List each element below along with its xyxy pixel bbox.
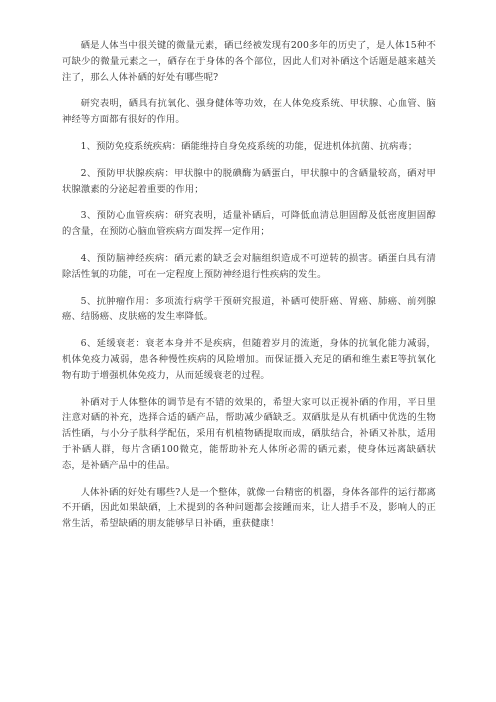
research-paragraph: 研究表明，硒具有抗氧化、强身健体等功效，在人体免疫系统、甲状腺、心血管、脑神经等方面都有很好的作用。	[62, 98, 436, 126]
benefit-neural-paragraph: 4、预防脑神经疾病：硒元素的缺乏会对脑组织造成不可逆转的损害。硒蛋白具有清除活性氧的功能，可在一定程度上预防神经退行性疾病的发生。	[62, 252, 436, 280]
product-paragraph: 补硒对于人体整体的调节是有不错的效果的，希望大家可以正视补硒的作用，平日里注意对硒的补充，选择合适的硒产品，帮助减少硒缺乏。双硒肽是从有机硒中优选的生物活性硒，与小分子肽科学配伍，采用有机植物硒提取而成，硒肽结合，补硒又补肽，适用于补硒人群，每片含硒100微克，能帮助补充人体所必需的硒元素，使身体远离缺硒状态，是补硒产品中的佳品。	[62, 396, 436, 471]
conclusion-paragraph: 人体补硒的好处有哪些?人是一个整体，就像一台精密的机器，身体各部件的运行都离不开硒，因此如果缺硒，上术提到的各种问题都会接踵而来，让人措手不及，影响人的正常生活，希望缺硒的朋友能够早日补硒，重获健康！	[62, 486, 436, 530]
benefit-thyroid-paragraph: 2、预防甲状腺疾病：甲状腺中的脱碘酶为硒蛋白，甲状腺中的含硒量较高，硒对甲状腺激素的分泌起着重要的作用；	[62, 167, 436, 195]
benefit-antiaging-paragraph: 6、延缓衰老：衰老本身并不是疾病，但随着岁月的流逝，身体的抗氧化能力减弱，机体免疫力减弱，患各种慢性疾病的风险增加。而保证摄入充足的硒和维生素E等抗氧化物有助于增强机体免疫力，从而延缓衰老的过程。	[62, 338, 436, 381]
benefit-antitumor-paragraph: 5、抗肿瘤作用：多项流行病学干预研究报道，补硒可使肝癌、胃癌、肺癌、前列腺癌、结肠癌、皮肤癌的发生率降低。	[62, 295, 436, 323]
document-body	[62, 38, 436, 543]
benefit-immune-paragraph: 1、预防免疫系统疾病：硒能维持自身免疫系统的功能，促进机体抗菌、抗病毒；	[80, 140, 418, 152]
intro-paragraph: 硒是人体当中很关键的微量元素，硒已经被发现有200多年的历史了，是人体15种不可缺少的微量元素之一，硒存在于身体的各个部位，因此人们对补硒这个话题是越来越关注了，那么人体补硒的好处有哪些呢?	[62, 40, 436, 83]
benefit-cardiovascular-paragraph: 3、预防心血管疾病：研究表明，适量补硒后，可降低血清总胆固醇及低密度胆固醇的含量，在预防心脑血管疾病方面发挥一定作用；	[62, 210, 436, 238]
